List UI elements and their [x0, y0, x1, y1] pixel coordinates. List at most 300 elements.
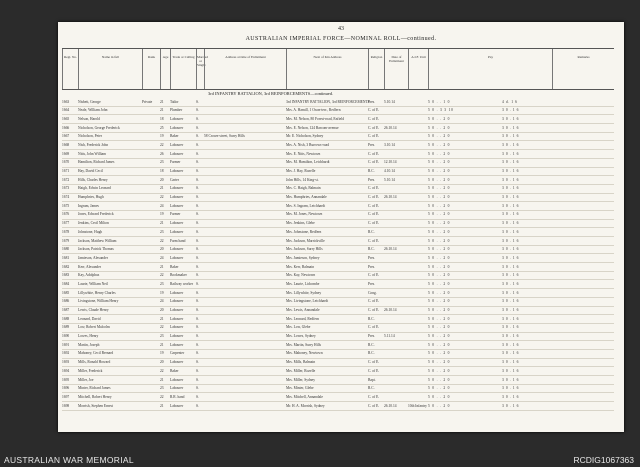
- cell-age: 21: [160, 221, 164, 226]
- cell-rel: R.C.: [368, 386, 375, 391]
- cell-money: 5 0 . . 2 0: [428, 142, 451, 147]
- cell-name: Morrish, Stephen Ernest: [78, 403, 114, 408]
- cell-trade: Labourer: [170, 299, 184, 304]
- table-row: [62, 350, 614, 359]
- table-row: [62, 272, 614, 281]
- cell-num: 1684: [62, 281, 70, 286]
- cell-name: Kay, Adolphus: [78, 273, 100, 278]
- footer-bar: [0, 453, 640, 467]
- table-row: [62, 202, 614, 211]
- cell-status: S.: [196, 221, 199, 226]
- cell-money: 5 0 . . 2 0: [428, 334, 451, 339]
- cell-kin: Mrs. Martin, Surry Hills: [286, 342, 322, 347]
- cell-money: 5 0 . . 2 0: [428, 281, 451, 286]
- cell-rate: 3 0 . 1 6: [502, 125, 520, 130]
- cell-rate: 3 0 . 1 6: [502, 186, 520, 191]
- cell-num: 1680: [62, 247, 70, 252]
- cell-money: 5 0 . . 2 0: [428, 151, 451, 156]
- cell-num: 1696: [62, 386, 70, 391]
- cell-kin: Mrs. Jenkins, Glebe: [286, 221, 315, 226]
- footer-source: AUSTRALIAN WAR MEMORIAL: [4, 455, 134, 465]
- cell-date: 26.10.14: [384, 195, 397, 200]
- cell-rate: 3 0 . 1 6: [502, 221, 520, 226]
- cell-age: 21: [160, 186, 164, 191]
- cell-num: 1691: [62, 342, 70, 347]
- cell-status: S.: [196, 142, 199, 147]
- cell-rate: 3 0 . 1 6: [502, 203, 520, 208]
- cell-trade: Baker: [170, 134, 179, 139]
- cell-status: S.: [196, 290, 199, 295]
- cell-kin: Mrs. Jackson, Surry Hills: [286, 247, 323, 252]
- cell-money: 5 0 . . 2 0: [428, 195, 451, 200]
- cell-num: 1674: [62, 195, 70, 200]
- cell-num: 1668: [62, 142, 70, 147]
- cell-trade: Labourer: [170, 221, 184, 226]
- cell-trade: Labourer: [170, 151, 184, 156]
- footer-id: RCDIG1067363: [573, 455, 634, 465]
- cell-name: Jones, Edward Frederick: [78, 212, 114, 217]
- cell-num: 1682: [62, 264, 70, 269]
- cell-money: 5 0 . . 1 0: [428, 99, 451, 104]
- cell-kin: Mrs. Humphries, Annandale: [286, 195, 327, 200]
- cell-rate: 3 0 . 1 6: [502, 351, 520, 356]
- cell-rel: C. of E.: [368, 186, 380, 191]
- cell-rate: 3 0 . 1 6: [502, 195, 520, 200]
- cell-trade: Labourer: [170, 386, 184, 391]
- cell-name: Jackson, Matthew William: [78, 238, 117, 243]
- table-row: [62, 194, 614, 203]
- cell-status: S.: [196, 394, 199, 399]
- cell-rel: C. of E.: [368, 203, 380, 208]
- cell-status: S.: [196, 186, 199, 191]
- cell-trade: Labourer: [170, 255, 184, 260]
- cell-trade: R.R. hand: [170, 394, 185, 399]
- page-number: 43: [338, 26, 344, 32]
- cell-trade: Carter: [170, 177, 179, 182]
- cell-rate: 3 0 . 1 6: [502, 247, 520, 252]
- cell-num: 1663: [62, 99, 70, 104]
- cell-rank: Private: [142, 99, 153, 104]
- cell-rate: 3 0 . 1 6: [502, 151, 520, 156]
- cell-name: Jackson, Patrick Thomas: [78, 247, 114, 252]
- cell-status: S.: [196, 212, 199, 217]
- cell-num: 1690: [62, 334, 70, 339]
- cell-rel: C. of E.: [368, 212, 380, 217]
- cell-age: 24: [160, 255, 164, 260]
- cell-status: S.: [196, 116, 199, 121]
- cell-trade: Labourer: [170, 169, 184, 173]
- table-row: [62, 246, 614, 255]
- cell-age: 23: [160, 334, 164, 339]
- table-row: [62, 211, 614, 220]
- cell-num: 1698: [62, 403, 70, 408]
- cell-num: 1676: [62, 212, 70, 217]
- cell-kin: Mrs. Miller, Sydney: [286, 377, 316, 382]
- cell-rel: Pres.: [368, 264, 376, 269]
- cell-rate: 3 0 . 1 6: [502, 360, 520, 365]
- cell-trade: Labourer: [170, 247, 184, 252]
- cell-money: 5 0 . . 2 0: [428, 221, 451, 226]
- cell-trade: Carpenter: [170, 351, 185, 356]
- cell-rate: 3 0 . 1 6: [502, 290, 520, 295]
- cell-money: 5 0 . . 2 0: [428, 342, 451, 347]
- cell-rate: 3 0 . 1 6: [502, 273, 520, 278]
- cell-age: 23: [160, 160, 164, 165]
- cell-rate: 3 0 . 1 6: [502, 342, 520, 347]
- table-row: [62, 107, 614, 116]
- cell-kin: Mrs. A. Hamill, 1 Oxon-terr., Redfern: [286, 108, 341, 113]
- cell-num: 1664: [62, 108, 70, 113]
- cell-trade: Labourer: [170, 316, 184, 321]
- cell-num: 1672: [62, 177, 70, 182]
- cell-status: S.: [196, 308, 199, 312]
- cell-age: 21: [160, 99, 164, 104]
- cell-rate: 3 0 . 1 6: [502, 377, 520, 382]
- cell-date: 3.10.14: [384, 142, 395, 147]
- table-row: [62, 115, 614, 124]
- cell-money: 5 0 . . 2 0: [428, 203, 451, 208]
- table-row: [62, 333, 614, 342]
- cell-name: Kerr, Alexander: [78, 264, 102, 269]
- table-row: [62, 168, 614, 177]
- cell-date: 26.10.14: [384, 403, 397, 408]
- cell-date: 5.10.14: [384, 177, 395, 182]
- cell-rel: R.C.: [368, 247, 375, 252]
- cell-trade: Labourer: [170, 142, 184, 147]
- cell-name: Leonard, David: [78, 316, 101, 321]
- cell-money: 5 0 . . 2 0: [428, 229, 451, 234]
- cell-rate: 3 0 . 1 6: [502, 403, 520, 408]
- cell-trade: Labourer: [170, 342, 184, 347]
- cell-rate: 3 0 . 1 6: [502, 142, 520, 147]
- cell-num: 1667: [62, 134, 70, 139]
- cell-status: S.: [196, 134, 199, 139]
- cell-kin: Mrs. Mitchell, Annandale: [286, 394, 323, 399]
- cell-rel: C. of E.: [368, 238, 380, 243]
- cell-name: Nish, Frederick John: [78, 142, 109, 147]
- cell-rate: 3 0 . 1 6: [502, 134, 520, 139]
- cell-rel: C. of E.: [368, 403, 380, 408]
- cell-age: 20: [160, 177, 164, 182]
- table-row: [62, 341, 614, 350]
- cell-rel: C. of E.: [368, 325, 380, 330]
- cell-rel: C. of E.: [368, 125, 380, 130]
- cell-age: 23: [160, 281, 164, 286]
- cell-money: 5 0 . . 2 0: [428, 351, 451, 356]
- cell-status: S.: [196, 238, 199, 243]
- cell-name: Nicholson, George Frederick: [78, 125, 120, 130]
- cell-date: 5.10.14: [384, 99, 395, 104]
- cell-rel: Pres.: [368, 177, 376, 182]
- cell-money: 5 0 . . 2 0: [428, 368, 451, 373]
- cell-name: Nicholson, Peter: [78, 134, 102, 139]
- cell-rate: 3 0 . 1 6: [502, 169, 520, 173]
- table-row: [62, 228, 614, 237]
- cell-rate: 3 0 . 1 6: [502, 264, 520, 269]
- cell-trade: Labourer: [170, 195, 184, 200]
- cell-rel: C. of E.: [368, 221, 380, 226]
- cell-unit: 10th Infantry: [408, 403, 427, 408]
- cell-rate: 3 0 . 1 6: [502, 229, 520, 234]
- cell-kin: Mrs. Kay, Newtown: [286, 273, 316, 278]
- cell-status: S.: [196, 368, 199, 373]
- cell-age: 21: [160, 377, 164, 382]
- cell-trade: Labourer: [170, 229, 184, 234]
- header-pay: Pay: [428, 49, 552, 89]
- cell-status: S.: [196, 125, 199, 130]
- roll-rows: [62, 98, 614, 411]
- cell-name: Nitts, John William: [78, 151, 107, 156]
- cell-status: S.: [196, 160, 199, 165]
- cell-status: S.: [196, 203, 199, 208]
- cell-rate: 3 0 . 1 6: [502, 316, 520, 321]
- cell-trade: Baker: [170, 264, 179, 269]
- cell-kin: Mrs. M. Hamilton, Leichhardt: [286, 160, 330, 165]
- cell-rel: Pres.: [368, 99, 376, 104]
- table-row: [62, 185, 614, 194]
- cell-addr: 58 Crown-street, Surry Hills: [204, 134, 245, 139]
- table-row: [62, 376, 614, 385]
- cell-age: 20: [160, 308, 164, 312]
- cell-trade: Labourer: [170, 325, 184, 330]
- header-remarks: Remarks: [552, 49, 614, 89]
- cell-money: 5 0 . 3 3 10: [428, 108, 454, 113]
- cell-rate: 3 0 . 1 6: [502, 299, 520, 304]
- cell-status: S.: [196, 386, 199, 391]
- roll-page: [58, 22, 624, 432]
- cell-trade: Labourer: [170, 186, 184, 191]
- cell-status: S.: [196, 325, 199, 330]
- table-row: [62, 298, 614, 307]
- cell-trade: Farmer: [170, 212, 181, 217]
- cell-rel: Pres.: [368, 142, 376, 147]
- cell-kin: Mrs. Mahoney, Newtown: [286, 351, 323, 356]
- cell-age: 21: [160, 108, 164, 113]
- cell-money: 5 0 . . 2 0: [428, 386, 451, 391]
- cell-status: S.: [196, 169, 199, 173]
- cell-kin: Mrs. J. Hay, Rozelle: [286, 169, 316, 173]
- cell-trade: Tailor: [170, 99, 179, 104]
- cell-status: S.: [196, 151, 199, 156]
- header-marital: Married or Single: [196, 49, 204, 89]
- cell-num: 1695: [62, 377, 70, 382]
- cell-age: 20: [160, 247, 164, 252]
- table-row: [62, 393, 614, 402]
- cell-rate: 3 0 . 1 6: [502, 308, 520, 312]
- table-row: [62, 402, 614, 411]
- cell-age: 23: [160, 386, 164, 391]
- cell-money: 5 0 . . 2 0: [428, 177, 451, 182]
- cell-rel: C. of E.: [368, 134, 380, 139]
- cell-money: 5 0 . . 2 0: [428, 360, 451, 365]
- cell-name: Johnstone, Hugh: [78, 229, 103, 234]
- cell-status: S.: [196, 334, 199, 339]
- cell-date: 26.10.14: [384, 247, 397, 252]
- cell-age: 19: [160, 290, 164, 295]
- cell-rel: C. of E.: [368, 394, 380, 399]
- cell-num: 1693: [62, 360, 70, 365]
- cell-money: 5 0 . . 2 0: [428, 377, 451, 382]
- cell-num: 1688: [62, 316, 70, 321]
- cell-trade: Labourer: [170, 125, 184, 130]
- cell-money: 5 0 . . 2 0: [428, 325, 451, 330]
- cell-name: Ingram, James: [78, 203, 99, 208]
- table-row: [62, 324, 614, 333]
- header-age: Age: [160, 49, 170, 89]
- cell-kin: Mrs. Lillywhite, Sydney: [286, 290, 322, 295]
- cell-rel: Pres.: [368, 255, 376, 260]
- header-date: Date of Enlistment: [384, 49, 408, 89]
- header-address: Address at time of Enlistment: [204, 49, 286, 89]
- cell-num: 1685: [62, 290, 70, 295]
- cell-rate: 3 0 . 1 6: [502, 238, 520, 243]
- cell-name: Haigh, Edwin Leonard: [78, 186, 111, 191]
- cell-rel: C. of E.: [368, 116, 380, 121]
- table-row: [62, 367, 614, 376]
- cell-rel: Pres.: [368, 334, 376, 339]
- cell-trade: Labourer: [170, 203, 184, 208]
- cell-money: 5 0 . . 2 0: [428, 186, 451, 191]
- cell-age: 24: [160, 203, 164, 208]
- cell-name: Mills, Ronald Howard: [78, 360, 111, 365]
- cell-kin: Mrs. Leonard, Redfern: [286, 316, 319, 321]
- cell-age: 22: [160, 273, 164, 278]
- cell-rate: 3 0 . 1 6: [502, 386, 520, 391]
- cell-rel: R.C.: [368, 229, 375, 234]
- cell-age: 21: [160, 403, 164, 408]
- cell-rel: C. of E.: [368, 368, 380, 373]
- cell-money: 5 0 . . 2 0: [428, 255, 451, 260]
- cell-money: 5 0 . . 2 0: [428, 116, 451, 121]
- cell-status: S.: [196, 403, 199, 408]
- cell-num: 1671: [62, 169, 70, 173]
- cell-age: 22: [160, 238, 164, 243]
- cell-trade: Railway worker: [170, 281, 194, 286]
- table-row: [62, 220, 614, 229]
- cell-date: 4.10.14: [384, 169, 395, 173]
- table-row: [62, 289, 614, 298]
- cell-num: 1694: [62, 368, 70, 373]
- cell-kin: Mr. H. A. Morrish, Sydney: [286, 403, 325, 408]
- cell-num: 1677: [62, 221, 70, 226]
- cell-num: 1669: [62, 151, 70, 156]
- cell-kin: 3rd INFANTRY BATTALION, 3rd REINFORCEMENTS: [286, 99, 370, 104]
- table-row: [62, 280, 614, 289]
- cell-rate: 3 0 . 1 6: [502, 368, 520, 373]
- cell-status: S.: [196, 377, 199, 382]
- cell-status: S.: [196, 108, 199, 113]
- cell-trade: Bookmaker: [170, 273, 187, 278]
- cell-kin: Mrs. S. Ingram, Leichhardt: [286, 203, 326, 208]
- cell-trade: Farmer: [170, 160, 181, 165]
- cell-trade: Labourer: [170, 116, 184, 121]
- cell-rel: R.C.: [368, 351, 375, 356]
- cell-name: Hills, Charles Henry: [78, 177, 108, 182]
- cell-date: 12.10.14: [384, 160, 397, 165]
- cell-num: 1692: [62, 351, 70, 356]
- cell-status: S.: [196, 351, 199, 356]
- table-row: [62, 237, 614, 246]
- cell-age: 22: [160, 394, 164, 399]
- cell-num: 1665: [62, 116, 70, 121]
- cell-num: 1681: [62, 255, 70, 260]
- cell-rel: Pres.: [368, 281, 376, 286]
- cell-date: 26.10.14: [384, 308, 397, 312]
- cell-status: S.: [196, 316, 199, 321]
- table-row: [62, 359, 614, 368]
- cell-status: S.: [196, 281, 199, 286]
- cell-num: 1666: [62, 125, 70, 130]
- cell-num: 1670: [62, 160, 70, 165]
- cell-kin: Mrs. Jackson, Marrickville: [286, 238, 325, 243]
- cell-name: Nisbett, George: [78, 99, 101, 104]
- cell-trade: Baker: [170, 368, 179, 373]
- cell-money: 5 0 . . 2 0: [428, 299, 451, 304]
- cell-kin: Mrs. Livingstone, Leichhardt: [286, 299, 329, 304]
- cell-name: Jenkins, Cecil Milton: [78, 221, 109, 226]
- cell-age: 22: [160, 195, 164, 200]
- cell-money: 5 0 . . 2 0: [428, 290, 451, 295]
- cell-rel: C. of E.: [368, 360, 380, 365]
- cell-date: 5.11.14: [384, 334, 395, 339]
- cell-age: 25: [160, 125, 164, 130]
- cell-money: 5 0 . . 2 0: [428, 264, 451, 269]
- cell-age: 19: [160, 351, 164, 356]
- cell-rel: R.C.: [368, 316, 375, 321]
- cell-name: Miller, Joe: [78, 377, 94, 382]
- cell-trade: Plumber: [170, 108, 183, 113]
- cell-money: 5 0 . . 2 0: [428, 160, 451, 165]
- cell-money: 5 0 . . 2 0: [428, 212, 451, 217]
- cell-status: S.: [196, 195, 199, 200]
- cell-name: Nelson, Harold: [78, 116, 100, 121]
- cell-name: Jamieson, Alexander: [78, 255, 108, 260]
- cell-money: 5 0 . . 2 0: [428, 403, 451, 408]
- cell-name: Mitchell, Robert Henry: [78, 394, 112, 399]
- cell-age: 18: [160, 116, 164, 121]
- cell-name: Mahoney, Cecil Bernard: [78, 351, 114, 356]
- cell-name: Hamilton, Richard James: [78, 160, 115, 165]
- page-title: AUSTRALIAN IMPERIAL FORCE—NOMINAL ROLL—continued.: [245, 36, 437, 42]
- table-header: [62, 48, 614, 90]
- table-row: [62, 124, 614, 133]
- cell-kin: Mrs. E. Nelson, 124 Barcom-avenue: [286, 125, 339, 130]
- cell-rate: 3 0 . 1 6: [502, 177, 520, 182]
- cell-kin: Mrs. C. Haigh, Balmain: [286, 186, 321, 191]
- header-unit: A.I.F. Unit: [408, 49, 428, 89]
- cell-name: Laurie, William Neil: [78, 281, 108, 286]
- cell-rel: Cong.: [368, 290, 377, 295]
- cell-age: 21: [160, 316, 164, 321]
- cell-kin: John Hills, 14 King-st.: [286, 177, 319, 182]
- cell-status: S.: [196, 273, 199, 278]
- header-name: Name in full: [78, 49, 142, 89]
- cell-status: S.: [196, 264, 199, 269]
- cell-age: 22: [160, 368, 164, 373]
- cell-status: S.: [196, 255, 199, 260]
- cell-trade: Labourer: [170, 334, 184, 339]
- cell-rel: R.C.: [368, 342, 375, 347]
- cell-num: 1675: [62, 203, 70, 208]
- table-row: [62, 176, 614, 185]
- cell-kin: Mrs. Johnstone, Redfern: [286, 229, 322, 234]
- cell-name: Lowes, Henry: [78, 334, 99, 339]
- cell-kin: Mrs. Miller, Rozelle: [286, 368, 316, 373]
- cell-status: S.: [196, 229, 199, 234]
- cell-trade: Labourer: [170, 377, 184, 382]
- cell-name: Low, Robert Malcolm: [78, 325, 110, 330]
- cell-trade: Labourer: [170, 403, 184, 408]
